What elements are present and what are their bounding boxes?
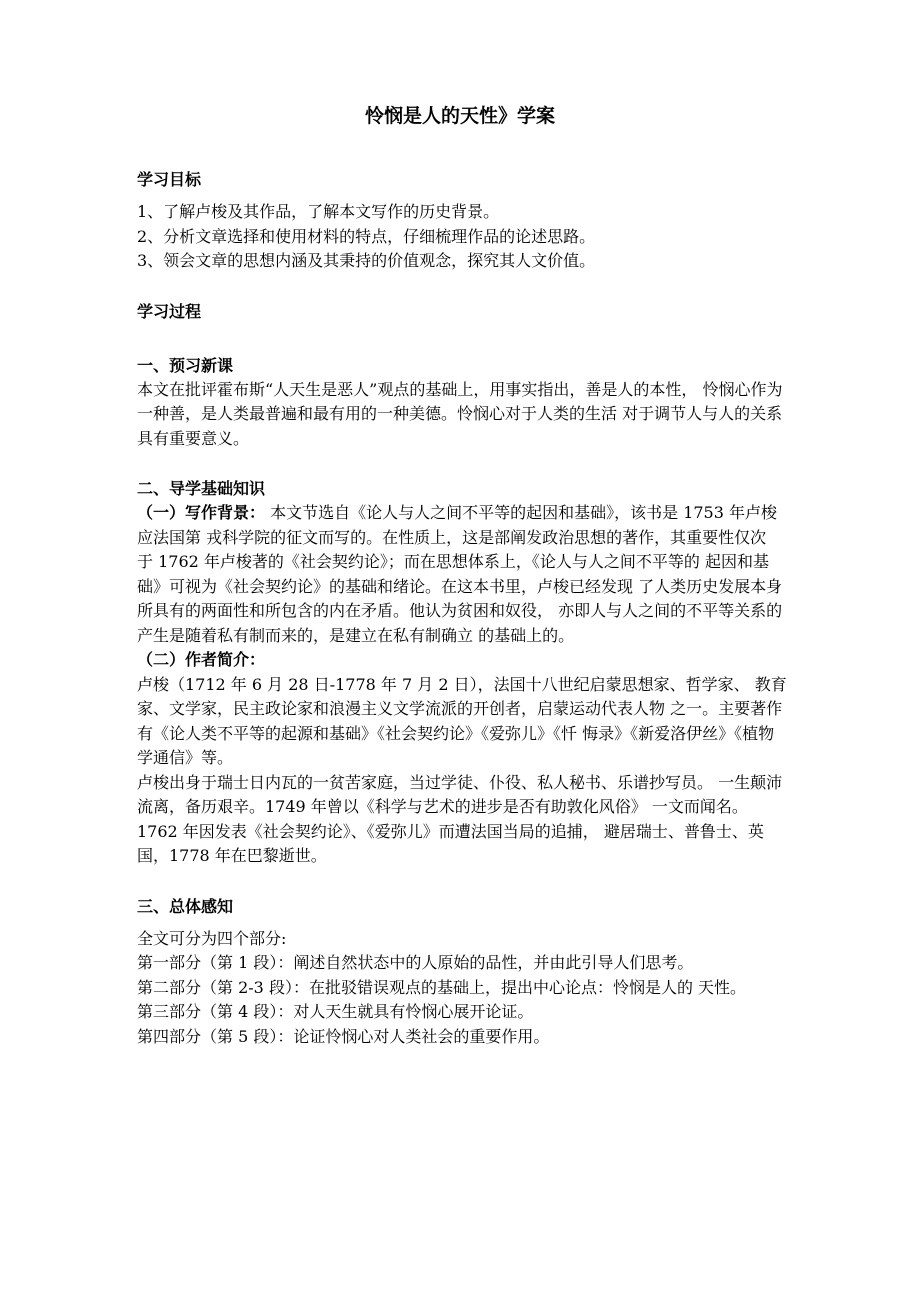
author-text-1: 卢梭（1712 年 6 月 28 日-1778 年 7 月 2 日），法国十八世纪启蒙思想家、哲学家、 教育家、文学家，民主政论家和浪漫主义文学流派的开创者，启蒙运动代表人物 之一。主要著作有《论人类不平等的起源和基础》《社会契约论》《爱弥儿》《忏 悔录》《新爱洛伊丝》《植物学通信》等。 (137, 674, 787, 767)
background-label: （一）写作背景： (137, 503, 266, 522)
overview-part-4: 第四部分（第 5 段）：论证怜悯心对人类社会的重要作用。 (137, 1026, 550, 1046)
preview-heading: 一、预习新课 (137, 355, 234, 375)
objective-item-1: 1、了解卢梭及其作品，了解本文写作的历史背景。 (137, 202, 500, 221)
objective-item-3: 3、领会文章的思想内涵及其秉持的价值观念，探究其人文价值。 (137, 251, 596, 270)
overview-heading: 三、总体感知 (137, 896, 234, 916)
objective-item-2: 2、分析文章选择和使用材料的特点，仔细梳理作品的论述思路。 (137, 226, 596, 246)
document-title: 怜悯是人的天性》学案 (364, 105, 555, 127)
overview-part-1: 第一部分（第 1 段）：阐述自然状态中的人原始的品性，并由此引导人们思考。 (137, 953, 694, 972)
document-body (137, 168, 787, 1049)
background-text: 本文节选自《论人与人之间不平等的起因和基础》，该书是 1753 年卢梭应法国第 戎科学院的征文而写的。在性质上，这是部阐发政治思想的著作，其重要性仅次 于 1762 年卢梭著的《社会契约论》；而在思想体系上，《论人与人之间不平等的 起因和基础》可视为《社会契约论》的基础和绪论。在这本书里，卢梭已经发现 了人类历史发展本身所具有的两面性和所包含的内在矛盾。他认为贫困和奴役， 亦即人与人之间的不平等关系的产生是随着私有制而来的，是建立在私有制确立 的基础上的。 (137, 503, 783, 645)
basics-heading: 二、导学基础知识 (137, 479, 266, 498)
overview-part-2: 第二部分（第 2-3 段）：在批驳错误观点的基础上，提出中心论点：怜悯是人的 天性。 (137, 977, 747, 997)
background-paragraph (137, 501, 787, 648)
author-label: （二）作者简介： (137, 650, 266, 669)
objectives-heading: 学习目标 (137, 170, 202, 189)
author-text-2: 卢梭出身于瑞士日内瓦的一贫苦家庭，当过学徒、仆役、私人秘书、乐谱抄写员。 一生颠沛流离，备历艰辛。1749 年曾以《科学与艺术的进步是否有助敦化风俗》 一文而闻名。1762 年因发表《社会契约论》、《爱弥儿》而遭法国当局的追捕， 避居瑞士、普鲁士、英国，1778 年在巴黎逝世。 (137, 772, 783, 865)
process-heading: 学习过程 (137, 301, 202, 321)
overview-intro: 全文可分为四个部分: (137, 928, 287, 948)
overview-part-3: 第三部分（第 4 段）：对人天生就具有怜悯心展开论证。 (137, 1002, 534, 1021)
preview-text: 本文在批评霍布斯“人天生是恶人”观点的基础上，用事实指出，善是人的本性， 怜悯心作为一种善，是人类最普遍和最有用的一种美德。怜悯心对于人类的生活 对于调节人与人的关系具有重要意义。 (137, 379, 783, 448)
